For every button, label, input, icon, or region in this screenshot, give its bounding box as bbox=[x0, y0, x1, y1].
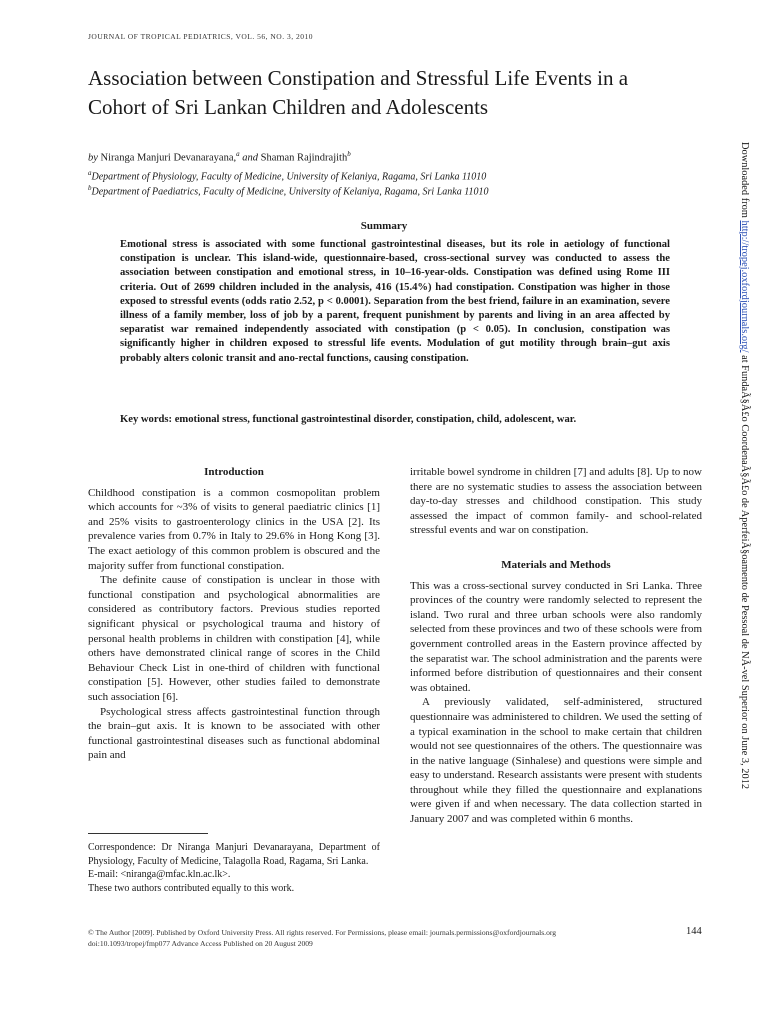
correspondence-note bbox=[88, 841, 380, 895]
correspondence-email: E-mail: <niranga@mfac.kln.ac.lk>. bbox=[88, 869, 231, 880]
sidebar-prefix: Downloaded from bbox=[739, 142, 750, 221]
methods-paragraph-2: A previously validated, self-administered, structured questionnaire was administered to children. We used the setting of a typical examination in the school to make certain that children would not see questionnaires of the others. The questionnaire was in the native language (Sinhalese) and questions were simple and easy to understand. Research assistants were present with students throughout while they filled the questionnaire and explanations were given if and when necessary. The data collection started in January 2007 and was completed within 6 months. bbox=[410, 696, 702, 826]
article-title: Association between Constipation and Stressful Life Events in a Cohort of Sri Lankan Children and Adolescents bbox=[88, 66, 629, 119]
keywords: Key words: emotional stress, functional gastrointestinal disorder, constipation, child, adolescent, war. bbox=[120, 414, 577, 425]
affil-a-text: Department of Physiology, Faculty of Medicine, University of Kelaniya, Ragama, Sri Lanka 11010 bbox=[91, 171, 487, 183]
affil-b-mark: b bbox=[88, 184, 92, 192]
author-1: Niranga Manjuri Devanarayana, bbox=[100, 152, 237, 164]
copyright-footer bbox=[88, 927, 556, 949]
sidebar-suffix: at FundaÃ§Ã£o CoordenaÃ§Ã£o de AperfeiÃ§oamento de Pessoal de NÃ-vel Superior on June 3, 2012 bbox=[739, 352, 750, 790]
journal-link[interactable]: http://tropej.oxfordjournals.org/ bbox=[739, 220, 750, 353]
doi-line: doi:10.1093/tropej/fmp077 Advance Access Published on 20 August 2009 bbox=[88, 939, 313, 948]
intro-continued-paragraph: irritable bowel syndrome in children [7] and adults [8]. Up to now there are no systematic studies to assess the association between day-to-day stresses and childhood constipation. This study assessed the impact of common family- and school-related stressful events and war on constipation. bbox=[410, 466, 702, 537]
right-column bbox=[410, 465, 702, 827]
intro-paragraph-1: Childhood constipation is a common cosmopolitan problem which accounts for ~3% of visits to general paediatric clinics [1] and 25% visits to gastroenterology clinics in the USA [2]. Its prevalence varies from 0.7% in Italy to 29.6% in Hong Kong [3]. The exact aetiology of this common problem is obscured and the majority suffer from functional constipation. bbox=[88, 486, 380, 572]
methods-paragraph-1: This was a cross-sectional survey conducted in Sri Lanka. Three provinces of the country were randomly selected to represent the island. Two rural and three urban schools were also randomly selected from these provinces and two of these schools were from government controlled areas in the Eastern province affected by the separatist war. The school administration and the parents were informed before distribution of questionnaires and their consent was obtained. bbox=[410, 579, 702, 694]
affil-b-text: Department of Paediatrics, Faculty of Medicine, University of Kelaniya, Ragama, Sri Lanka 11010 bbox=[91, 186, 489, 198]
author-2-affil-mark: b bbox=[347, 150, 351, 158]
introduction-heading: Introduction bbox=[204, 466, 264, 478]
left-column bbox=[88, 465, 380, 763]
byline-and: and bbox=[242, 152, 258, 164]
methods-heading: Materials and Methods bbox=[501, 558, 611, 571]
summary-heading: Summary bbox=[360, 220, 408, 232]
intro-paragraph-2: The definite cause of constipation is unclear in those with functional constipation and psychological abnormalities are considered as contributory factors. Previous studies reported significant physical or psychological trauma and history of personal health problems in children with constipation [4], while others have demonstrated clinical range of scores in the Child Behaviour Check List in one-third of children with functional constipation [5]. However, other studies failed to demonstrate such association [6]. bbox=[88, 574, 380, 703]
equal-contribution-note: These two authors contributed equally to this work. bbox=[88, 882, 295, 894]
author-1-affil-mark: a bbox=[236, 150, 240, 158]
intro-paragraph-3: Psychological stress affects gastrointestinal function through the brain–gut axis. It is known to be associated with other functional gastrointestinal diseases such as functional abdominal pain and bbox=[88, 705, 380, 762]
copyright-line: © The Author [2009]. Published by Oxford University Press. All rights reserved. For Permissions, please email: journals.permissions@oxfordjournals.org bbox=[88, 928, 557, 937]
correspondence-address: Correspondence: Dr Niranga Manjuri Devanarayana, Department of Physiology, Faculty of Medicine, Talagolla Road, Ragama, Sri Lanka. bbox=[88, 842, 380, 867]
author-byline bbox=[88, 150, 351, 164]
affil-a-mark: a bbox=[88, 169, 92, 177]
author-2: Shaman Rajindrajith bbox=[260, 152, 348, 164]
download-sidebar bbox=[738, 142, 754, 922]
footnote-divider bbox=[88, 833, 208, 834]
abstract-text: Emotional stress is associated with some functional gastrointestinal diseases, but its role in aetiology of functional constipation is unclear. This island-wide, questionnaire-based, cross-sectional survey was conducted to assess the association between constipation and emotional stress, in 10–16-year-olds. Constipation was defined using Rome III criteria. Out of 2699 children included in the analysis, 416 (15.4%) had constipation. Constipation was higher in those exposed to stressful events (odds ratio 2.52, p < 0.0001). Separation from the best friend, failure in an examination, severe illness of a family member, loss of job by a parent, frequent punishment by parents and living in an area affected by separatist war remained independently associated with constipation (p < 0.05). In conclusion, constipation was significantly higher in children exposed to stressful life events. Modulation of gut motility through brain–gut axis probably alters colonic transit and ano-rectal functions, causing constipation. bbox=[120, 239, 670, 364]
running-head: JOURNAL OF TROPICAL PEDIATRICS, VOL. 56, NO. 3, 2010 bbox=[88, 32, 313, 41]
page-number: 144 bbox=[686, 926, 702, 937]
byline-prefix: by bbox=[88, 152, 98, 164]
affiliation-b bbox=[88, 181, 488, 199]
